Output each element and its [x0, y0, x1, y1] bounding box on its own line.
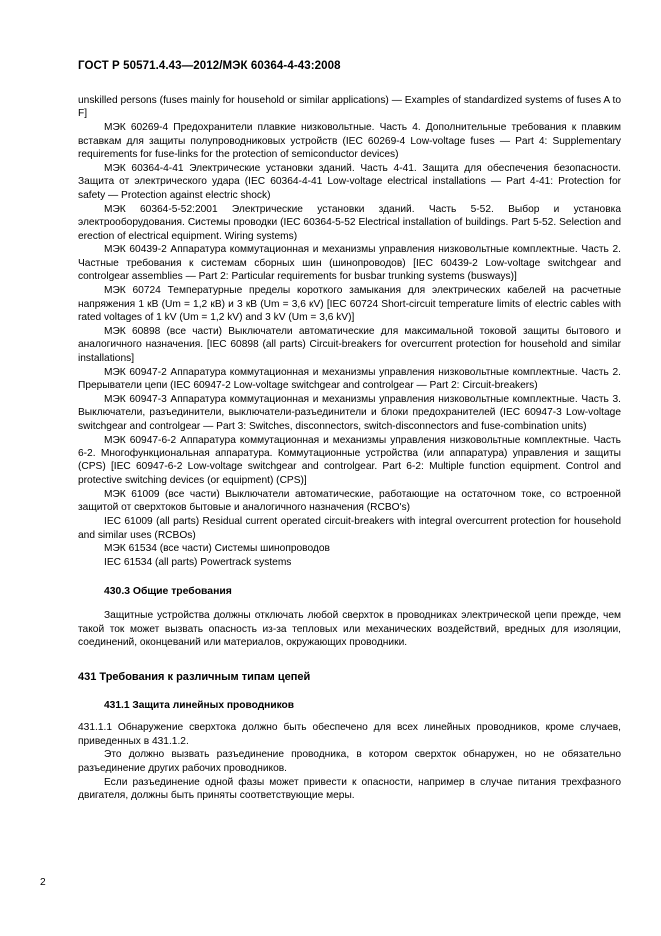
paragraph: IEC 61534 (all parts) Powertrack systems [104, 557, 292, 569]
section-430-3-body: Защитные устройства должны отключать любой сверхток в проводниках электрической цепи прежде, чем такой ток может вызвать опасность из-за тепловых или механических воздействий, вредных для изоляции, соединений, оконцеваний или материалов, окружающих проводники. [78, 610, 621, 648]
paragraph: МЭК 61534 (все части) Системы шинопроводов [104, 543, 330, 555]
section-heading-431-1: 431.1 Защита линейных проводников [104, 699, 295, 711]
paragraph: МЭК 60439-2 Аппаратура коммутационная и механизмы управления низковольтные комплектные. Часть 2. Частные требования к системам сборных шин (шинопроводов) [IEC 60439-2 Low-voltage switchgear and controlgear assemblies — Part 2: Particular requirements for busbar trunking systems (busways)] [78, 244, 621, 283]
paragraph: МЭК 60269-4 Предохранители плавкие низковольтные. Часть 4. Дополнительные требования к плавким вставкам для защиты полупроводниковых устройств (IEC 60269-4 Low-voltage fuses — Part 4: Supplementary requirements for fuse-links for the protection of semiconductor devices) [78, 122, 621, 161]
paragraph: Это должно вызвать разъединение проводника, в котором сверхток обнаружен, но не обязательно разъединение других рабочих проводников. [78, 749, 621, 774]
paragraph: unskilled persons (fuses mainly for household or similar applications) — Examples of standardized systems of fuses A to F] [78, 95, 621, 120]
document-header: ГОСТ Р 50571.4.43—2012/МЭК 60364-4-43:2008 [78, 60, 341, 72]
document-body [78, 94, 621, 803]
section-heading-431: 431 Требования к различным типам цепей [78, 671, 311, 684]
paragraph: МЭК 60724 Температурные пределы короткого замыкания для электрических кабелей на расчетные напряжения 1 кВ (Um = 1,2 кВ) и 3 кВ (Um = 3,6 кV) [IEC 60724 Short-circuit temperature limits of electric cables with rated voltages of 1 kV (Um = 1,2 kV) and 3 kV (Um = 3,6 kV)] [78, 285, 621, 323]
paragraph: МЭК 60947-6-2 Аппаратура коммутационная и механизмы управления низковольтные комплектные. Часть 6-2. Многофункциональная аппаратура. Коммутационные устройства (или аппаратура) управления и защиты (CPS) [IEC 60947-6-2 Low-voltage switchgear and controlgear. Part 6-2: Multiple function equipment. Control and protective switching devices (or equipment) (CPS)] [78, 434, 621, 486]
page-number: 2 [40, 877, 46, 888]
paragraph: МЭК 60364-5-52:2001 Электрические установки зданий. Часть 5-52. Выбор и установка электрооборудования. Системы проводки (IEC 60364-5-52 Electrical installation of buildings. Part 5-52. Selection and erection of electrical equipment. Wiring systems) [78, 203, 621, 242]
paragraph: МЭК 61009 (все части) Выключатели автоматические, работающие на остаточном токе, со встроенной защитой от сверхтоков бытовые и аналогичного назначения (RCBO's) [78, 488, 621, 514]
paragraph: Если разъединение одной фазы может привести к опасности, например в случае питания трехфазного двигателя, должны быть приняты соответствующие меры. [78, 776, 621, 802]
section-heading-430-3: 430.3 Общие требования [104, 585, 232, 597]
paragraph: IEC 61009 (all parts) Residual current operated circuit-breakers with integral overcurrent protection for household and similar uses (RCBOs) [78, 516, 621, 541]
paragraph: 431.1.1 Обнаружение сверхтока должно быть обеспечено для всех линейных проводников, кроме случаев, приведенных в 431.1.2. [78, 722, 621, 747]
paragraph: МЭК 60364-4-41 Электрические установки зданий. Часть 4-41. Защита для обеспечения безопасности. Защита от электрического удара (IEC 60364-4-41 Low-voltage electrical installations — Part 4-41: Protection for safety — Protection against electric shock) [78, 163, 621, 201]
paragraph: МЭК 60947-3 Аппаратура коммутационная и механизмы управления низковольтные комплектные. Часть 3. Выключатели, разъединители, выключатели-разъединители и блоки предохранителей (IEC 60947-3 Low-voltage switchgear and controlgear — Part 3: Switches, disconnectors, switch-disconnectors and fuse-combination units) [78, 393, 621, 432]
paragraph: МЭК 60898 (все части) Выключатели автоматические для максимальной токовой защиты бытового и аналогичного назначения. [IEC 60898 (all parts) Circuit-breakers for overcurrent protection for household and similar installations] [78, 325, 621, 364]
paragraph: МЭК 60947-2 Аппаратура коммутационная и механизмы управления низковольтные комплектные. Часть 2. Прерыватели цепи (IEC 60947-2 Low-voltage switchgear and controlgear — Part 2: Circuit-breakers) [78, 366, 621, 392]
